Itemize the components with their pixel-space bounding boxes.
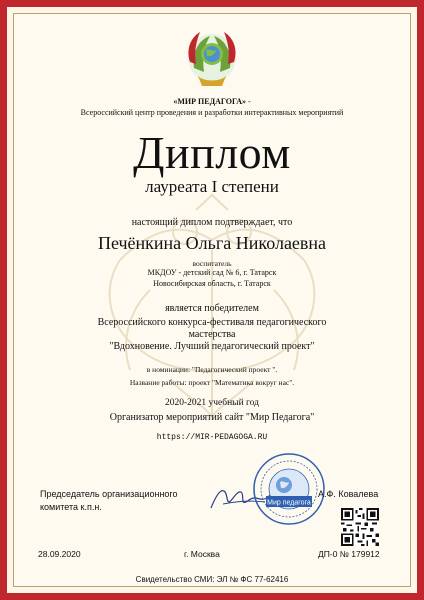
recipient-position: воспитатель bbox=[192, 259, 232, 268]
recipient-name: Печёнкина Ольга Николаевна bbox=[97, 233, 327, 253]
media-certificate: Свидетельство СМИ: ЭЛ № ФС 77-62416 bbox=[135, 575, 289, 584]
school-year: 2020-2021 учебный год bbox=[164, 398, 259, 408]
org-header bbox=[0, 97, 424, 107]
contest-name-line3: "Вдохновение. Лучший педагогический проект" bbox=[109, 341, 315, 352]
site-url: https://MIR-PEDAGOGA.RU bbox=[156, 433, 268, 442]
org-description: Всероссийский центр проведения и разработки интерактивных мероприятий bbox=[80, 108, 344, 117]
round-stamp-icon bbox=[252, 452, 326, 526]
org-dash: - bbox=[245, 97, 251, 106]
issue-city: г. Москва bbox=[184, 549, 220, 559]
diploma-title: Диплом bbox=[133, 127, 291, 178]
diploma-subtitle: лауреата I степени bbox=[145, 177, 279, 196]
qr-code-icon bbox=[341, 508, 379, 546]
work-title-text: Название работы: проект "Математика вокруг нас". bbox=[129, 378, 295, 387]
contest-name-line2: мастерства bbox=[188, 329, 236, 340]
winner-text: является победителем bbox=[165, 303, 259, 314]
nomination-text: в номинации: "Педагогический проект ". bbox=[146, 365, 278, 374]
document-number: ДП-0 № 179912 bbox=[318, 549, 380, 559]
mir-pedagoga-logo-icon bbox=[182, 28, 242, 92]
issue-date: 28.09.2020 bbox=[38, 549, 81, 559]
chair-signature-block bbox=[40, 488, 178, 514]
recipient-region: Новосибирская область, г. Татарск bbox=[153, 279, 271, 288]
chair-name: А.Ф. Ковалева bbox=[318, 489, 379, 499]
confirm-text: настоящий диплом подтверждает, что bbox=[131, 217, 293, 228]
contest-name-line1: Всероссийского конкурса-фестиваля педагогического bbox=[97, 317, 327, 328]
recipient-workplace: МКДОУ - детский сад № 6, г. Татарск bbox=[147, 268, 277, 277]
stamp-label: Мир педагога bbox=[267, 499, 311, 507]
chair-title-line2: комитета к.п.н. bbox=[40, 502, 102, 512]
organizer-text: Организатор мероприятий сайт "Мир Педагога" bbox=[109, 412, 315, 423]
org-name: «МИР ПЕДАГОГА» bbox=[173, 97, 246, 106]
chair-title-line1: Председатель организационного bbox=[40, 489, 178, 499]
